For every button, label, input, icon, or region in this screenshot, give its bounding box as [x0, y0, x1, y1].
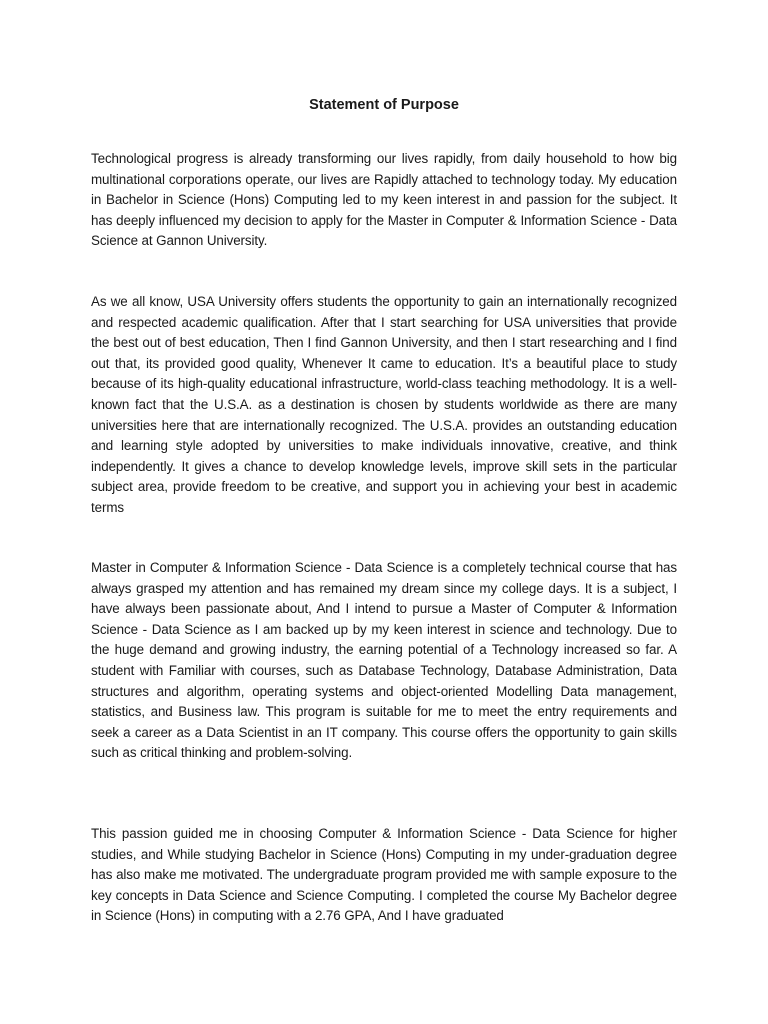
paragraph-introduction: Technological progress is already transforming our lives rapidly, from daily household to how big multinational corporations operate, our lives are Rapidly attached to technology today. My education in Bachelor in Science (Hons) Computing led to my keen interest in and passion for the subject. It has deeply influenced my decision to apply for the Master in Computer & Information Science - Data Science at Gannon University.	[91, 151, 677, 249]
paragraph-academic-background: This passion guided me in choosing Computer & Information Science - Data Science for higher studies, and While studying Bachelor in Science (Hons) Computing in my under-graduation degree has also make me motivated. The undergraduate program provided me with sample exposure to the key concepts in Data Science and Science Computing. I completed the course My Bachelor degree in Science (Hons) in computing with a 2.76 GPA, And I have graduated	[91, 826, 677, 924]
paragraph-why-usa: As we all know, USA University offers students the opportunity to gain an internationally recognized and respected academic qualification. After that I start searching for USA universities that provide the best out of best education, Then I find Gannon University, and then I start researching and I find out that, its provided good quality, Whenever It came to education. It’s a beautiful place to study because of its high-quality educational infrastructure, world-class teaching methodology. It is a well-known fact that the U.S.A. as a destination is chosen by students worldwide as there are many universities here that are internationally recognized. The U.S.A. provides an outstanding education and learning style adopted by universities to make individuals innovative, creative, and think independently. It gives a chance to develop knowledge levels, improve skill sets in the particular subject area, provide freedom to be creative, and support you in achieving your best in academic terms	[91, 294, 677, 515]
page-title: Statement of Purpose	[309, 97, 459, 113]
paragraph-program-interest: Master in Computer & Information Science - Data Science is a completely technical course that has always grasped my attention and has remained my dream since my college days. It is a subject, I have always been passionate about, And I intend to pursue a Master of Computer & Information Science - Data Science as I am backed up by my keen interest in science and technology. Due to the huge demand and growing industry, the earning potential of a Technology increased so far. A student with Familiar with courses, such as Database Technology, Database Administration, Data structures and algorithm, operating systems and object-oriented Modelling Data management, statistics, and Business law. This program is suitable for me to meet the entry requirements and seek a career as a Data Scientist in an IT company. This course offers the opportunity to gain skills such as critical thinking and problem-solving.	[91, 560, 677, 761]
